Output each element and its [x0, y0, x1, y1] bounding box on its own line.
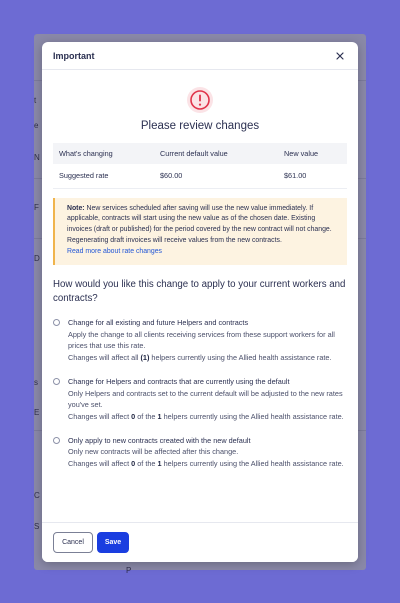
option-description: Apply the change to all clients receiving services from these support workers for all prices that use this rate.: [68, 329, 335, 351]
table-cell: Suggested rate: [53, 164, 154, 188]
option-impact: [68, 352, 347, 364]
dialog-header: [42, 42, 358, 70]
background-text: s: [34, 378, 38, 387]
impact-text: helpers currently using the Allied health assistance rate.: [161, 411, 344, 421]
column-header: Current default value: [154, 143, 278, 164]
rate-changes-link[interactable]: Read more about rate changes: [67, 248, 162, 256]
table-cell: $60.00: [154, 164, 278, 188]
radio-button[interactable]: [53, 378, 60, 385]
save-button[interactable]: Save: [97, 532, 129, 553]
note-label: Note:: [67, 204, 85, 212]
dialog-footer: [42, 522, 358, 562]
option-new-contracts-only[interactable]: [53, 435, 347, 470]
changes-table: [53, 143, 347, 189]
table-header-row: [53, 143, 347, 164]
option-title: Change for Helpers and contracts that are currently using the default: [68, 376, 290, 386]
radio-button[interactable]: [53, 319, 60, 326]
impact-text: Changes will affect: [68, 411, 132, 421]
background-text: S: [34, 522, 40, 531]
background-text: C: [34, 491, 40, 500]
impact-text: of the: [135, 411, 158, 421]
impact-text: of the: [135, 459, 158, 469]
dialog-body: [42, 86, 358, 470]
impact-count: (1): [140, 353, 150, 363]
background-text: F: [34, 203, 39, 212]
option-title: Change for all existing and future Helpers and contracts: [68, 318, 249, 328]
note-text: New services scheduled after saving will use the new value immediately. If applicable, contracts will start using the new value as of the chosen date. Existing invoices (draft or published) for the period covered by the new contract will not change. Regenerating draft invoices will receive values from the new contracts.: [67, 204, 332, 245]
warning-icon-wrap: [53, 86, 347, 114]
review-changes-dialog: [42, 42, 358, 562]
option-text: [68, 317, 347, 364]
dialog-heading: Please review changes: [140, 120, 260, 132]
dialog-title: Important: [53, 50, 95, 61]
impact-count: 0: [131, 459, 136, 469]
impact-text: Changes will affect: [68, 459, 132, 469]
impact-total: 1: [157, 411, 162, 421]
background-text: e: [34, 121, 39, 130]
option-text: [68, 376, 347, 423]
impact-count: 0: [131, 411, 136, 421]
impact-text: helpers currently using the Allied health assistance rate.: [149, 353, 332, 363]
exclamation-circle-icon: [186, 86, 214, 114]
radio-button[interactable]: [53, 437, 60, 444]
impact-text: Changes will affect all: [68, 353, 141, 363]
table-cell: $61.00: [278, 164, 347, 188]
apply-question: How would you like this change to apply to your current workers and contracts?: [53, 279, 346, 304]
option-text: [68, 435, 344, 470]
background-text: t: [34, 96, 37, 105]
background-text: E: [34, 408, 40, 417]
note-callout: [53, 198, 347, 266]
background-text: N: [34, 153, 40, 162]
table-row: [53, 164, 347, 188]
option-current-default[interactable]: [53, 376, 347, 423]
option-impact: [68, 411, 347, 423]
option-description: Only Helpers and contracts set to the current default will be adjusted to the new rates you've set.: [68, 388, 343, 410]
option-description: Only new contracts will be affected after this change.: [68, 447, 239, 457]
option-impact: [68, 458, 344, 470]
background-text: D: [34, 254, 40, 263]
close-button[interactable]: [333, 49, 347, 63]
cancel-button[interactable]: Cancel: [53, 532, 93, 553]
option-title: Only apply to new contracts created with the new default: [68, 435, 251, 445]
impact-total: 1: [157, 459, 162, 469]
column-header: What's changing: [53, 143, 154, 164]
impact-text: helpers currently using the Allied health assistance rate.: [161, 459, 344, 469]
option-all-existing-future[interactable]: [53, 317, 347, 364]
background-text: P: [126, 566, 132, 575]
close-icon: [336, 52, 344, 60]
column-header: New value: [278, 143, 347, 164]
